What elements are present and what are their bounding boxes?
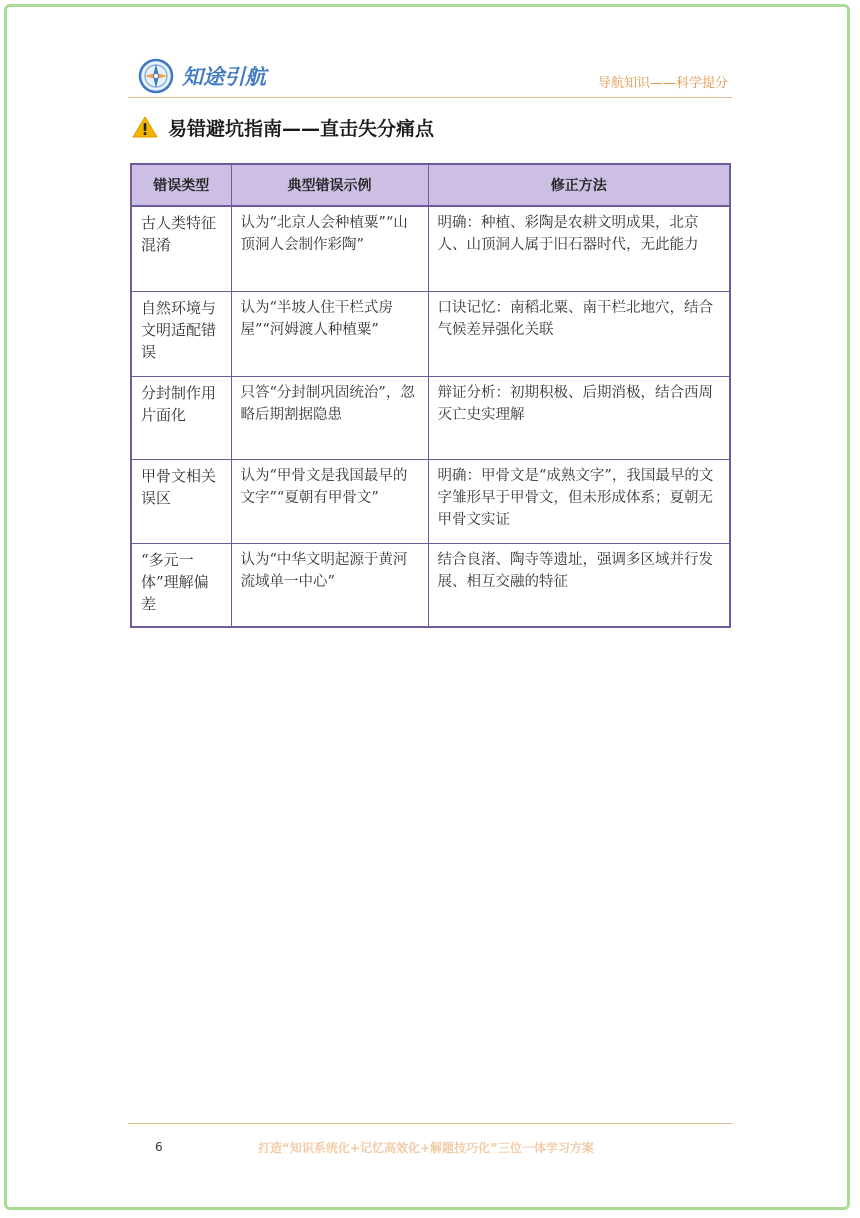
table-row	[131, 206, 730, 292]
table-row	[131, 292, 730, 377]
error-type-cell: 自然环境与文明适配错误	[131, 292, 231, 377]
error-guide-table	[130, 163, 731, 628]
correction-cell: 口诀记忆：南稻北粟、南干栏北地穴，结合气候差异强化关联	[428, 292, 730, 377]
logo	[138, 56, 266, 96]
example-cell: 认为“半坡人住干栏式房屋”“河姆渡人种植粟”	[231, 292, 428, 377]
header-error-type: 错误类型	[131, 164, 231, 206]
table-header-row	[131, 164, 730, 206]
correction-cell: 结合良渚、陶寺等遗址，强调多区域并行发展、相互交融的特征	[428, 544, 730, 628]
header-subtitle: 导航知识——科学提分	[597, 76, 728, 91]
page-number: 6	[155, 1140, 163, 1154]
warning-icon	[132, 116, 158, 138]
error-type-cell: 分封制作用片面化	[131, 377, 231, 460]
example-cell: 只答“分封制巩固统治”，忽略后期割据隐患	[231, 377, 428, 460]
table-row	[131, 544, 730, 628]
error-type-cell: 古人类特征混淆	[131, 206, 231, 292]
footer-divider	[128, 1123, 732, 1124]
section-title: 易错避坑指南——直击失分痛点	[168, 117, 435, 140]
table-row	[131, 460, 730, 544]
header-typical-example: 典型错误示例	[231, 164, 428, 206]
error-type-cell: 甲骨文相关误区	[131, 460, 231, 544]
correction-cell: 明确：甲骨文是“成熟文字”，我国最早的文字雏形早于甲骨文，但未形成体系；夏朝无甲骨文实证	[428, 460, 730, 544]
example-cell: 认为“甲骨文是我国最早的文字”“夏朝有甲骨文”	[231, 460, 428, 544]
footer-slogan: 打造“知识系统化+记忆高效化+解题技巧化”三位一体学习方案	[258, 1141, 594, 1155]
section-heading	[132, 112, 434, 142]
error-type-cell: “多元一体”理解偏差	[131, 544, 231, 628]
header-correction-method: 修正方法	[428, 164, 730, 206]
table-row	[131, 377, 730, 460]
example-cell: 认为“北京人会种植粟”“山顶洞人会制作彩陶”	[231, 206, 428, 292]
correction-cell: 辩证分析：初期积极、后期消极，结合西周灭亡史实理解	[428, 377, 730, 460]
compass-logo-icon	[138, 58, 174, 94]
example-cell: 认为“中华文明起源于黄河流域单一中心”	[231, 544, 428, 628]
logo-text: 知途引航	[182, 65, 266, 89]
correction-cell: 明确：种植、彩陶是农耕文明成果，北京人、山顶洞人属于旧石器时代，无此能力	[428, 206, 730, 292]
header-divider	[128, 97, 732, 98]
